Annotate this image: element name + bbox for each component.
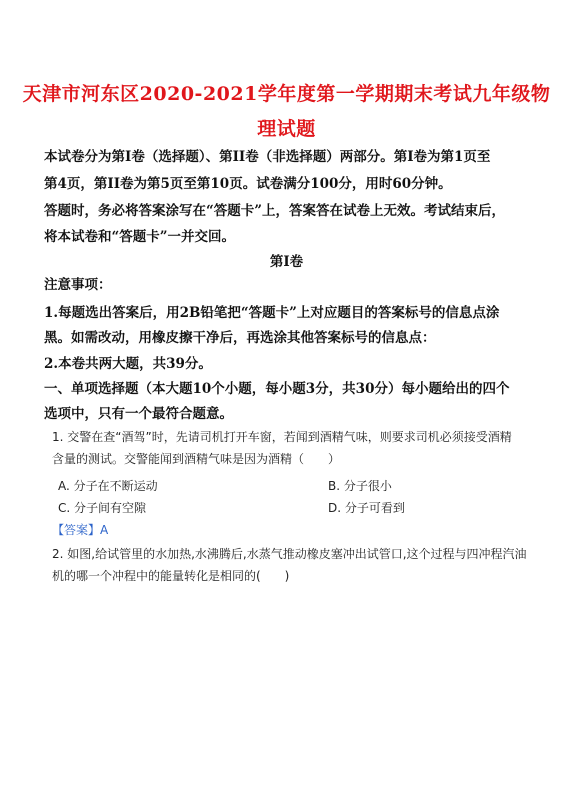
question-2-line-1: 2. 如图,给试管里的水加热,水沸腾后,水蒸气推动橡皮塞冲出试管口,这个过程与四冲程汽油 <box>52 547 527 561</box>
answer-value: A <box>100 523 109 537</box>
page-title-line-2: 理试题 <box>257 118 316 140</box>
question-1-option-c: C. 分子间有空隙 <box>58 501 147 515</box>
intro-line-3: 答题时，务必将答案涂写在“答题卡”上，答案答在试卷上无效。考试结束后， <box>44 203 506 219</box>
intro-line-2: 第4页，第II卷为第5页至第10页。试卷满分100分，用时60分钟。 <box>44 176 452 192</box>
question-1-option-a: A. 分子在不断运动 <box>58 479 158 493</box>
question-1-line-2: 含量的测试。交警能闻到酒精气味是因为酒精（ ） <box>52 452 341 466</box>
note-1-line-1: 1.每题选出答案后，用2B铅笔把“答题卡”上对应题目的答案标号的信息点涂 <box>44 305 500 321</box>
question-2-line-2: 机的哪一个冲程中的能量转化是相同的( ) <box>52 569 290 583</box>
note-2: 2.本卷共两大题，共39分。 <box>44 356 212 372</box>
page-title-line-1: 天津市河东区2020-2021学年度第一学期期末考试九年级物 <box>22 83 551 105</box>
question-1-option-b: B. 分子很小 <box>328 479 392 493</box>
intro-line-1: 本试卷分为第Ⅰ卷（选择题）、第II卷（非选择题）两部分。第Ⅰ卷为第1页至 <box>44 149 491 165</box>
note-1-line-2: 黑。如需改动，用橡皮擦干净后，再选涂其他答案标号的信息点： <box>44 330 436 346</box>
answer-label: 【答案】 <box>52 523 101 537</box>
part-1-line-1: 一、单项选择题（本大题10个小题，每小题3分，共30分）每小题给出的四个 <box>44 381 510 397</box>
question-1-option-d: D. 分子可看到 <box>328 501 405 515</box>
part-1-line-2: 选项中，只有一个最符合题意。 <box>44 406 233 422</box>
question-1-line-1: 1. 交警在查“酒驾”时，先请司机打开车窗，若闻到酒精气味，则要求司机必须接受酒精 <box>52 430 512 444</box>
intro-line-4: 将本试卷和“答题卡”一并交回。 <box>44 229 236 245</box>
section-heading: 第Ⅰ卷 <box>269 254 304 270</box>
notes-label: 注意事项： <box>44 277 112 293</box>
question-1-answer <box>52 521 108 538</box>
